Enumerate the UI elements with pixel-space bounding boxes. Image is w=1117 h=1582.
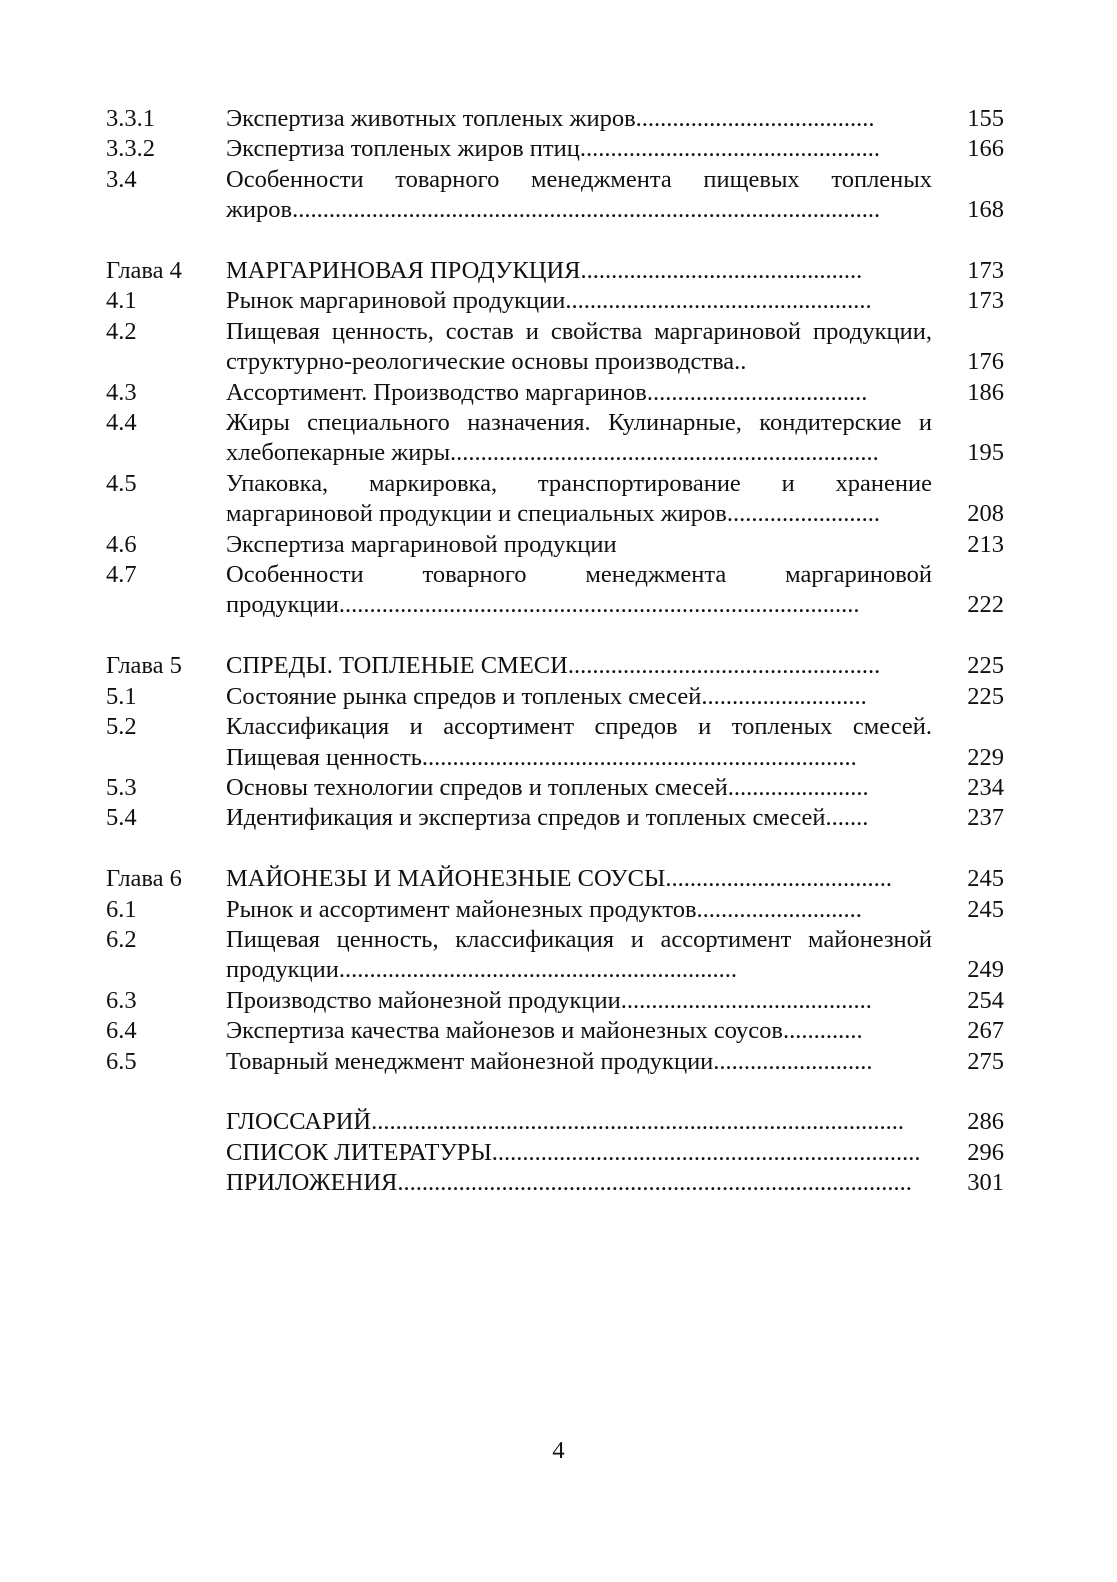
toc-backmatter-entry bbox=[106, 1168, 1004, 1198]
toc-entry-title: ПРИЛОЖЕНИЯ.................................................................................... bbox=[226, 1169, 912, 1197]
toc-entry-page: 286 bbox=[967, 1108, 1004, 1136]
toc-entry-number: 6.4 bbox=[106, 1017, 137, 1045]
toc-entry-number bbox=[106, 1138, 226, 1168]
toc-entry-number bbox=[106, 1168, 226, 1198]
toc-entry bbox=[106, 317, 1004, 378]
toc-entry-number: 6.3 bbox=[106, 986, 137, 1014]
toc-entry-title: Экспертиза животных топленых жиров....................................... bbox=[226, 105, 875, 132]
toc-entry-title: ГЛОССАРИЙ....................................................................................... bbox=[226, 1108, 904, 1136]
toc-entry-number: 4.2 bbox=[106, 317, 137, 345]
toc-entry-number: 4.7 bbox=[106, 561, 137, 589]
toc-entry-title: Состояние рынка спредов и топленых смесей........................... bbox=[226, 682, 867, 710]
toc-entry-page: 195 bbox=[967, 439, 1004, 467]
toc-entry-title: Жиры специального назначения. Кулинарные, кондитерские и хлебопекарные жиры...................................................................... bbox=[226, 409, 932, 467]
toc-entry-page: 254 bbox=[967, 986, 1004, 1014]
toc-entry-page: 225 bbox=[967, 652, 1004, 680]
toc-entry-page: 267 bbox=[967, 1017, 1004, 1045]
toc-entry-number: 4.3 bbox=[106, 378, 137, 406]
toc-entry-page: 245 bbox=[967, 865, 1004, 893]
toc-entry-page: 168 bbox=[967, 196, 1004, 224]
section-gap bbox=[106, 621, 1004, 651]
toc-entry-number: 5.3 bbox=[106, 773, 137, 801]
toc-entry-number: Глава 6 bbox=[106, 865, 182, 893]
toc-entry-title: Экспертиза качества майонезов и майонезных соусов............. bbox=[226, 1017, 863, 1045]
section-gap bbox=[106, 834, 1004, 864]
toc-entry-number: 5.1 bbox=[106, 682, 137, 710]
toc-entry-number: 3.3.2 bbox=[106, 135, 155, 163]
toc-entry-number: 5.4 bbox=[106, 804, 137, 832]
toc-entry-number: 4.4 bbox=[106, 409, 137, 437]
toc-entry-number: Глава 5 bbox=[106, 652, 182, 680]
toc-entry-title: Пищевая ценность, состав и свойства маргариновой продукции, структурно-реологические основы производства.. bbox=[226, 317, 932, 376]
toc-entry bbox=[106, 925, 1004, 986]
toc-entry-title: Рынок и ассортимент майонезных продуктов........................... bbox=[226, 895, 862, 923]
toc-entry bbox=[106, 773, 1004, 803]
section-gap bbox=[106, 1077, 1004, 1107]
toc-entry bbox=[106, 803, 1004, 833]
toc-entry-title: Товарный менеджмент майонезной продукции.......................... bbox=[226, 1047, 873, 1075]
toc-entry-page: 176 bbox=[967, 348, 1004, 376]
toc-entry bbox=[106, 560, 1004, 621]
toc-entry-page: 301 bbox=[967, 1169, 1004, 1197]
toc-entry bbox=[106, 986, 1004, 1016]
toc-entry-page: 155 bbox=[967, 105, 1004, 132]
toc-entry bbox=[106, 378, 1004, 408]
toc-entry-page: 275 bbox=[967, 1047, 1004, 1075]
toc-entry-title: СПИСОК ЛИТЕРАТУРЫ...................................................................... bbox=[226, 1138, 921, 1166]
toc-entry-number: 6.5 bbox=[106, 1047, 137, 1075]
toc-entry-number bbox=[106, 1107, 226, 1137]
section-gap bbox=[106, 226, 1004, 256]
toc-entry-title: Особенности товарного менеджмента пищевых топленых жиров................................................................................................ bbox=[226, 165, 932, 224]
toc-chapter-entry bbox=[106, 256, 1004, 286]
toc-chapter-entry bbox=[106, 651, 1004, 681]
toc-entry-page: 208 bbox=[967, 500, 1004, 528]
toc-entry-title: Упаковка, маркировка, транспортирование и хранение маргариновой продукции и специальных жиров......................... bbox=[226, 469, 932, 528]
toc-entry bbox=[106, 1047, 1004, 1077]
toc-entry bbox=[106, 895, 1004, 925]
toc-entry-title: Экспертиза маргариновой продукции bbox=[226, 530, 617, 558]
toc-chapter-entry bbox=[106, 864, 1004, 894]
toc-entry-title: СПРЕДЫ. ТОПЛЕНЫЕ СМЕСИ................................................... bbox=[226, 652, 881, 680]
toc-entry bbox=[106, 104, 1004, 134]
page-number: 4 bbox=[552, 1437, 565, 1464]
toc-entry bbox=[106, 469, 1004, 530]
toc-entry-page: 245 bbox=[967, 895, 1004, 923]
toc-entry bbox=[106, 530, 1004, 560]
toc-entry-title: Пищевая ценность, классификация и ассортимент майонезной продукции................................................................. bbox=[226, 925, 932, 984]
toc-entry-page: 213 bbox=[967, 530, 1004, 558]
toc-entry-title: Классификация и ассортимент спредов и топленых смесей. Пищевая ценность....................................................................... bbox=[226, 713, 932, 771]
table-of-contents bbox=[106, 104, 1004, 1199]
toc-backmatter-entry bbox=[106, 1138, 1004, 1168]
toc-entry-title: МАЙОНЕЗЫ И МАЙОНЕЗНЫЕ СОУСЫ..................................... bbox=[226, 865, 892, 893]
toc-entry-number: 5.2 bbox=[106, 713, 137, 741]
toc-entry-page: 225 bbox=[967, 682, 1004, 710]
toc-entry-number: 3.4 bbox=[106, 165, 137, 193]
toc-entry bbox=[106, 682, 1004, 712]
toc-entry-number: 4.5 bbox=[106, 469, 137, 497]
toc-entry-page: 166 bbox=[967, 135, 1004, 163]
toc-entry-number: 4.1 bbox=[106, 287, 137, 315]
toc-entry bbox=[106, 134, 1004, 164]
toc-entry-page: 173 bbox=[967, 287, 1004, 315]
toc-entry bbox=[106, 712, 1004, 773]
toc-entry-page: 186 bbox=[967, 378, 1004, 406]
toc-entry-title: Рынок маргариновой продукции.................................................. bbox=[226, 287, 872, 315]
toc-entry-title: Особенности товарного менеджмента маргариновой продукции..................................................................................... bbox=[226, 561, 932, 619]
toc-entry-page: 249 bbox=[967, 956, 1004, 984]
toc-entry-title: Экспертиза топленых жиров птиц................................................. bbox=[226, 135, 880, 163]
toc-entry-page: 229 bbox=[967, 743, 1004, 771]
toc-entry-title: МАРГАРИНОВАЯ ПРОДУКЦИЯ.............................................. bbox=[226, 257, 863, 285]
toc-entry-page: 237 bbox=[967, 804, 1004, 832]
toc-entry-number: 6.2 bbox=[106, 925, 137, 953]
toc-entry-number: 3.3.1 bbox=[106, 105, 155, 132]
toc-entry-title: Идентификация и экспертиза спредов и топленых смесей....... bbox=[226, 804, 869, 832]
toc-entry-title: Основы технологии спредов и топленых смесей....................... bbox=[226, 773, 869, 801]
toc-entry-page: 222 bbox=[967, 591, 1004, 619]
toc-entry-title: Производство майонезной продукции......................................... bbox=[226, 986, 872, 1014]
toc-entry-number: 4.6 bbox=[106, 530, 137, 558]
toc-entry bbox=[106, 165, 1004, 226]
toc-entry-number: 6.1 bbox=[106, 895, 137, 923]
toc-backmatter-entry bbox=[106, 1107, 1004, 1137]
toc-entry bbox=[106, 286, 1004, 316]
toc-entry-page: 234 bbox=[967, 773, 1004, 801]
toc-entry-page: 173 bbox=[967, 257, 1004, 285]
toc-entry-number: Глава 4 bbox=[106, 257, 182, 285]
toc-entry bbox=[106, 1016, 1004, 1046]
toc-entry-title: Ассортимент. Производство маргаринов.................................... bbox=[226, 378, 868, 406]
toc-entry-page: 296 bbox=[967, 1138, 1004, 1166]
toc-entry bbox=[106, 408, 1004, 469]
